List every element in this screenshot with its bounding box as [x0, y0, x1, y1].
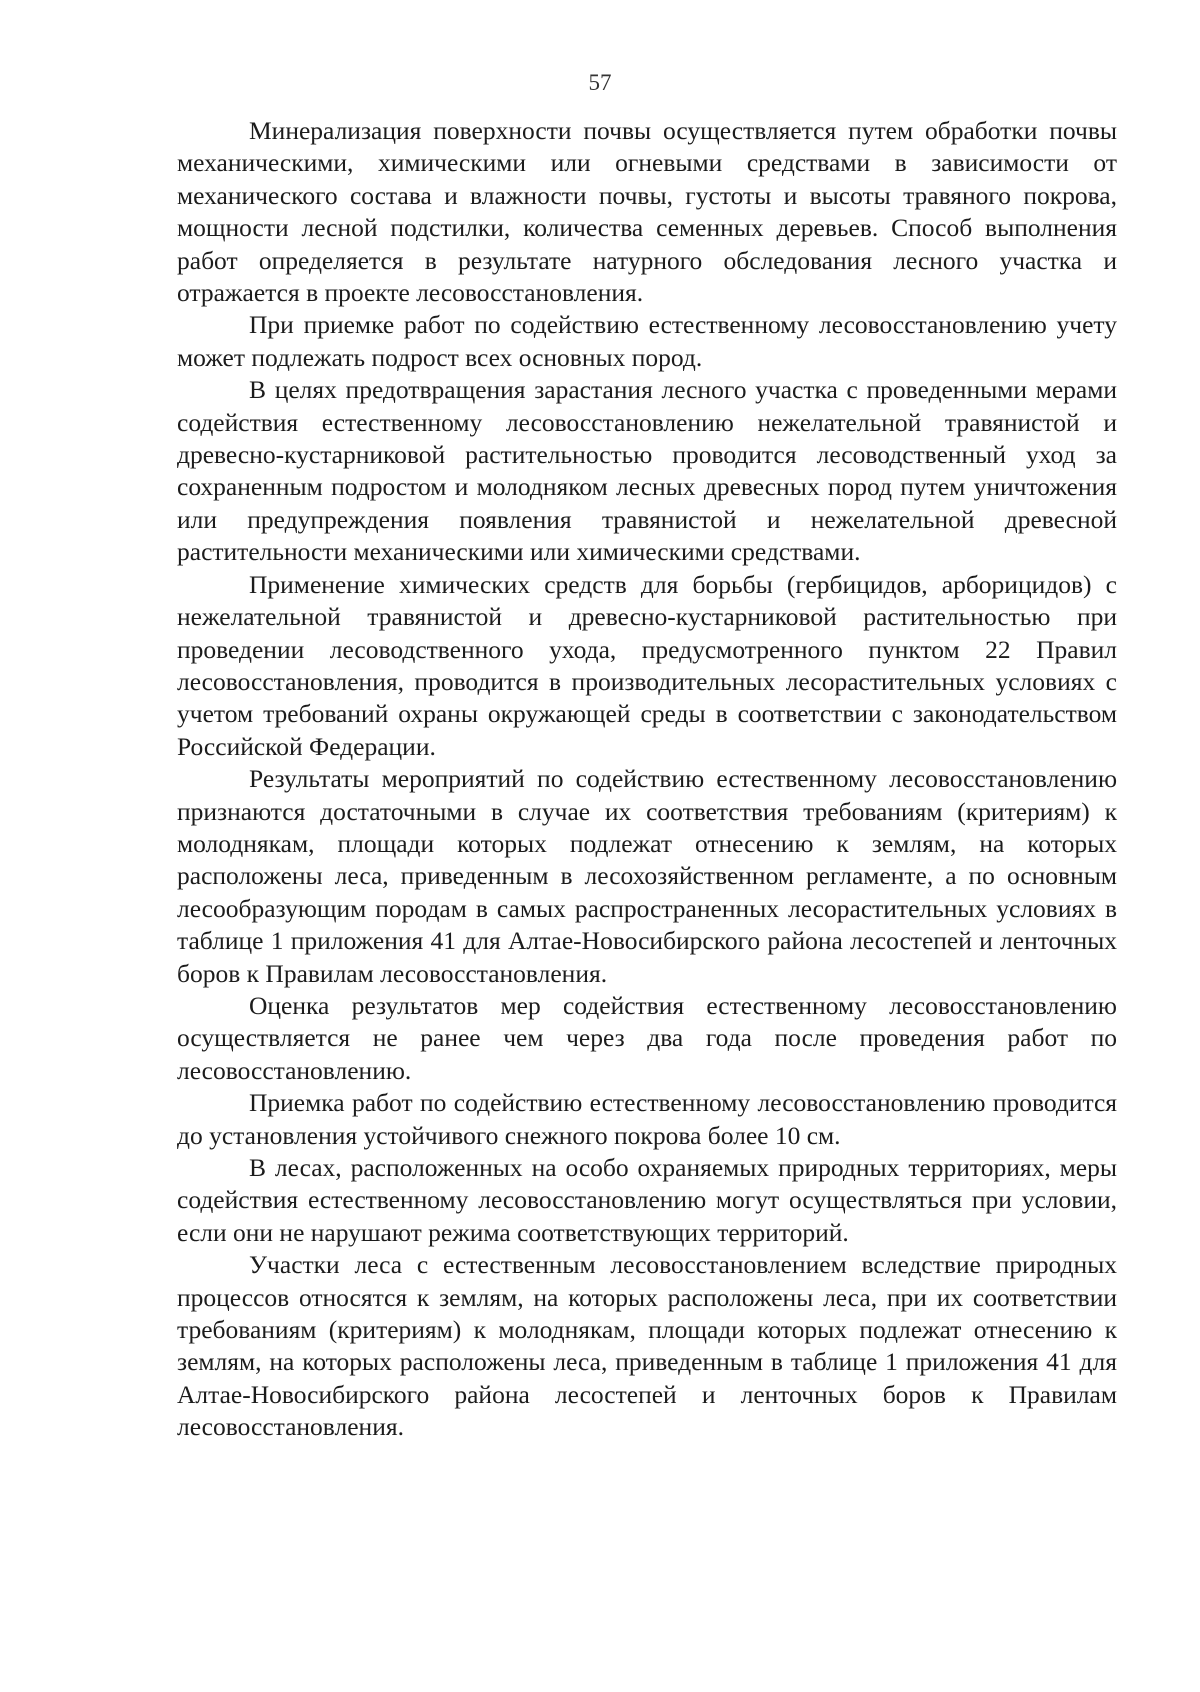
paragraph-results-criteria: Результаты мероприятий по содействию естественному лесовосстановлению признаются достаточными в случае их соответствия требованиям (критериям) к молоднякам, площади которых подлежат отнесению к землям, на которых расположены леса, приведенным в лесохозяйственном регламенте, а по основным лесообразующим породам в самых распространенных лесорастительных условиях в таблице 1 приложения 41 для Алтае-Новосибирского района лесостепей и ленточных боров к Правилам лесовосстановления. — [177, 764, 1117, 988]
paragraph-overgrowth-prevention: В целях предотвращения зарастания лесного участка с проведенными мерами содействия естественному лесовосстановлению нежелательной травянистой и древесно-кустарниковой растительностью проводится лесоводственный уход за сохраненным подростом и молодняком лесных древесных пород путем уничтожения или предупреждения появления травянистой и нежелательной древесной растительности механическими или химическими средствами. — [177, 375, 1117, 567]
document-body — [177, 115, 1117, 1444]
paragraph-acceptance-accounting: При приемке работ по содействию естественному лесовосстановлению учету может подлежать подрост всех основных пород. — [177, 310, 1117, 372]
paragraph-natural-regeneration: Участки леса с естественным лесовосстановлением вследствие природных процессов относятся к землям, на которых расположены леса, при их соответствии требованиям (критериям) к молоднякам, площади которых подлежат отнесению к землям, на которых расположены леса, приведенным в таблице 1 приложения 41 для Алтае-Новосибирского района лесостепей и ленточных боров к Правилам лесовосстановления. — [177, 1250, 1117, 1442]
paragraph-protected-areas: В лесах, расположенных на особо охраняемых природных территориях, меры содействия естественному лесовосстановлению могут осуществляться при условии, если они не нарушают режима соответствующих территорий. — [177, 1153, 1117, 1247]
paragraph-chemical-agents: Применение химических средств для борьбы (гербицидов, арборицидов) с нежелательной травянистой и древесно-кустарниковой растительностью при проведении лесоводственного ухода, предусмотренного пунктом 22 Правил лесовосстановления, проводится в производительных лесорастительных условиях с учетом требований охраны окружающей среды в соответствии с законодательством Российской Федерации. — [177, 569, 1117, 761]
paragraph-mineralization: Минерализация поверхности почвы осуществляется путем обработки почвы механическими, химическими или огневыми средствами в зависимости от механического состава и влажности почвы, густоты и высоты травяного покрова, мощности лесной подстилки, количества семенных деревьев. Способ выполнения работ определяется в результате натурного обследования лесного участка и отражается в проекте лесовосстановления. — [177, 116, 1117, 308]
page-number: 57 — [588, 70, 612, 95]
paragraph-results-assessment: Оценка результатов мер содействия естественному лесовосстановлению осуществляется не ранее чем через два года после проведения работ по лесовосстановлению. — [177, 990, 1117, 1085]
paragraph-acceptance-timing: Приемка работ по содействию естественному лесовосстановлению проводится до установления устойчивого снежного покрова более 10 см. — [177, 1088, 1117, 1150]
